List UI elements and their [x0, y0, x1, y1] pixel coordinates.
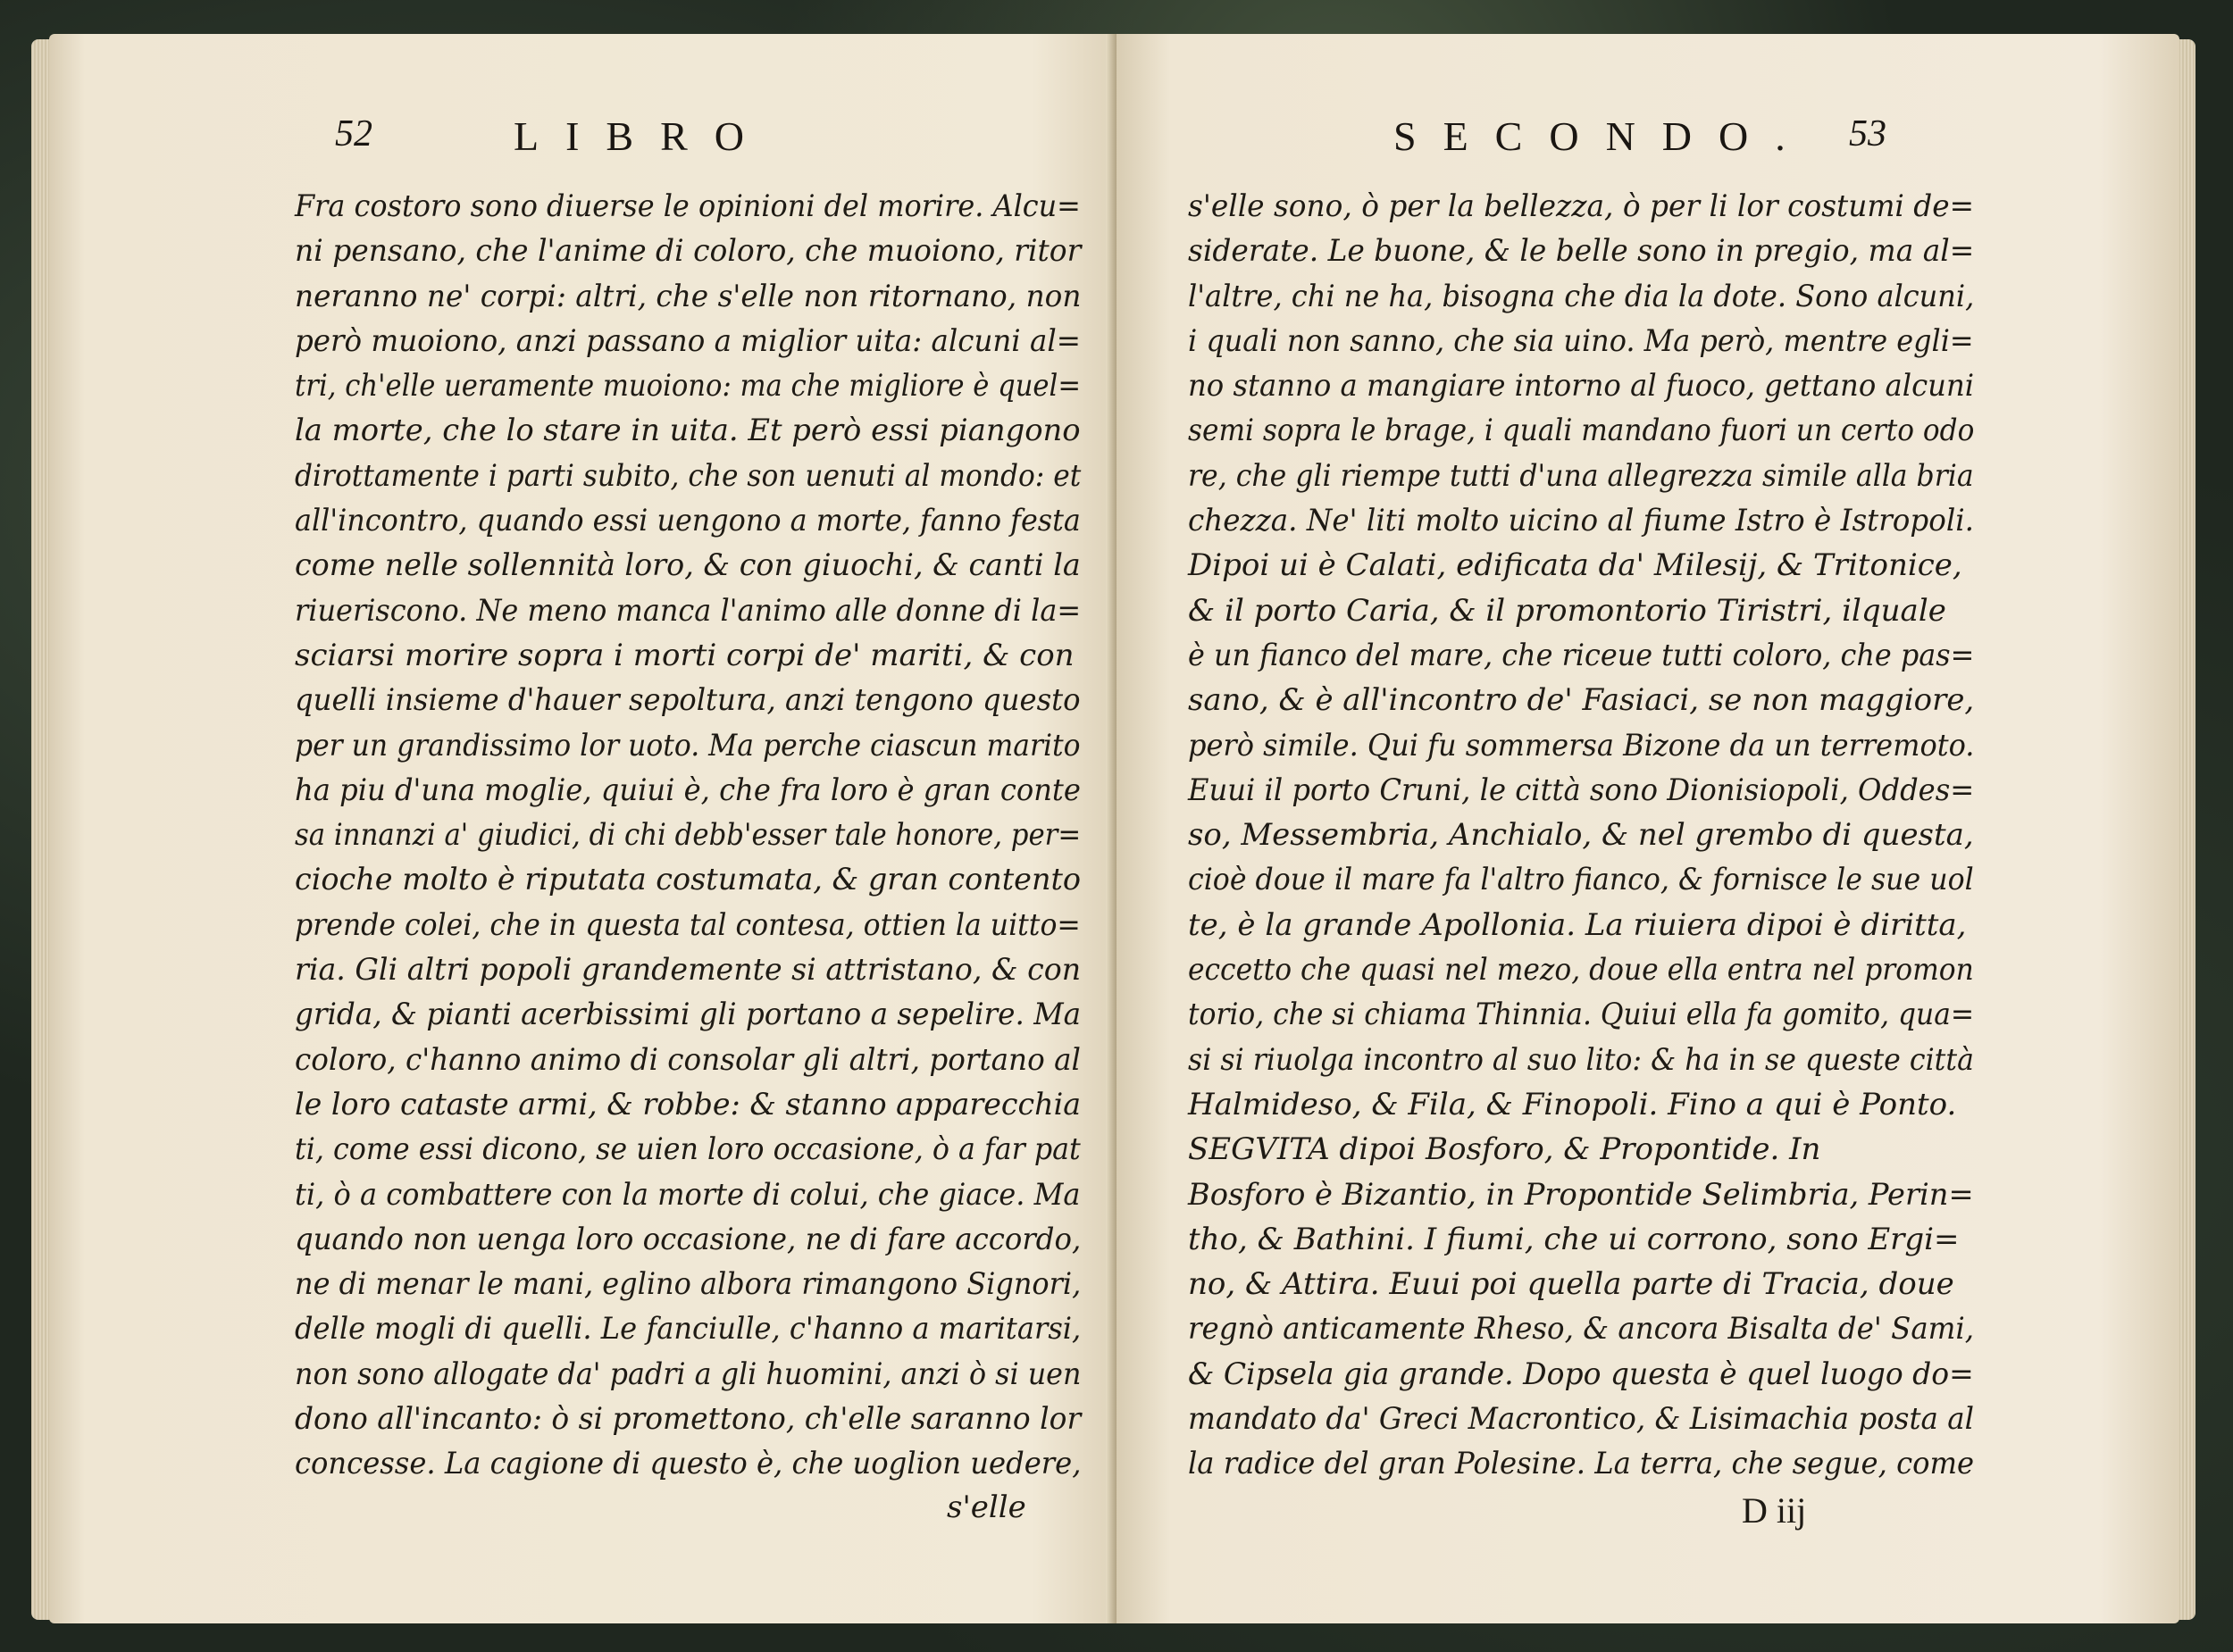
left-text-block — [295, 184, 1121, 1487]
text-line: tri, ch'elle ueramente muoiono: ma che migliore è quel= — [295, 368, 1082, 405]
text-line: s'elle sono, ò per la bellezza, ò per li lor costumi de= — [1188, 188, 1975, 224]
text-line: è un fianco del mare, che riceue tutti coloro, che pas= — [1188, 637, 1975, 673]
text-line: ha piu d'una moglie, quiui è, che fra loro è gran conte — [295, 772, 1081, 808]
text-line: come nelle sollennità loro, & con giuochi, & canti la — [295, 547, 1081, 584]
text-line: re, che gli riempe tutti d'una allegrezza simile alla bria — [1188, 457, 1974, 494]
text-line: per un grandissimo lor uoto. Ma perche ciascun marito — [295, 727, 1081, 763]
catchword: s'elle — [947, 1489, 1026, 1525]
text-line: & il porto Caria, & il promontorio Tiristri, ilquale — [1188, 592, 1946, 629]
text-line: semi sopra le brage, i quali mandano fuori un certo odo — [1188, 413, 1975, 449]
text-line: i quali non sanno, che sia uino. Ma però, mentre egli= — [1188, 322, 1974, 359]
text-line: siderate. Le buone, & le belle sono in pregio, ma al= — [1188, 233, 1975, 270]
text-line: ne di menar le mani, eglino albora rimangono Signori, — [295, 1266, 1082, 1303]
text-line: Bosforo è Bizantio, in Propontide Selimbria, Perin= — [1188, 1176, 1974, 1213]
text-line: regnò anticamente Rheso, & ancora Bisalta de' Sami, — [1188, 1311, 1975, 1347]
text-line: la radice del gran Polesine. La terra, che segue, come — [1188, 1446, 1975, 1482]
text-line: te, è la grande Apollonia. La riuiera dipoi è diritta, — [1188, 906, 1967, 943]
text-line: torio, che si chiama Thinnia. Quiui ella fa gomito, qua= — [1188, 997, 1975, 1033]
text-line: coloro, c'hanno animo di consolar gli altri, portano al — [295, 1041, 1081, 1078]
text-line: dirottamente i parti subito, che son uenuti al mondo: et — [295, 457, 1082, 494]
text-line: Fra costoro sono diuerse le opinioni del morire. Alcu= — [295, 188, 1081, 224]
text-line: cioè doue il mare fa l'altro fianco, & fornisce le sue uol — [1188, 862, 1974, 898]
left-page-number: 52 — [335, 113, 372, 154]
text-line: ni pensano, che l'anime di coloro, che muoiono, ritor — [295, 233, 1082, 270]
text-line: però muoiono, anzi passano a miglior uita: alcuni al= — [295, 322, 1081, 359]
text-line: delle mogli di quelli. Le fanciulle, c'hanno a maritarsi, — [295, 1311, 1082, 1347]
text-line: concesse. La cagione di questo è, che uoglion uedere, — [295, 1446, 1082, 1482]
text-line: all'incontro, quando essi uengono a morte, fanno festa — [295, 503, 1081, 539]
text-line: le loro cataste armi, & robbe: & stanno apparecchia — [295, 1086, 1082, 1122]
text-line: ti, ò a combattere con la morte di colui, che giace. Ma — [295, 1176, 1081, 1213]
text-line: ti, come essi dicono, se uien loro occasione, ò a far pat — [295, 1131, 1081, 1168]
signature-mark: D iij — [1742, 1490, 1807, 1531]
text-line: Dipoi ui è Calati, edificata da' Milesij, & Tritonice, — [1188, 547, 1962, 584]
text-line: tho, & Bathini. I fiumi, che ui corrono, sono Ergi= — [1188, 1221, 1960, 1257]
text-line: mandato da' Greci Macrontico, & Lisimachia posta al — [1188, 1401, 1975, 1438]
text-line: si si riuolga incontro al suo lito: & ha in se queste città — [1188, 1041, 1974, 1078]
text-line: so, Messembria, Anchialo, & nel grembo di questa, — [1188, 817, 1974, 854]
text-line: Halmideso, & Fila, & Finopoli. Fino a qui è Ponto. — [1188, 1086, 1957, 1122]
text-line: quando non uenga loro occasione, ne di fare accordo, — [295, 1221, 1082, 1257]
text-line: & Cipsela gia grande. Dopo questa è quel luogo do= — [1188, 1356, 1974, 1392]
text-line: no, & Attira. Euui poi quella parte di Tracia, doue — [1188, 1266, 1954, 1303]
right-running-head: SECONDO. — [1393, 113, 1812, 159]
text-line: neranno ne' corpi: altri, che s'elle non ritornano, non — [295, 278, 1082, 314]
left-running-head: LIBRO — [514, 113, 771, 159]
text-line: sciarsi morire sopra i morti corpi de' mariti, & con — [295, 637, 1075, 673]
text-line: eccetto che quasi nel mezo, doue ella entra nel promon — [1188, 952, 1974, 989]
right-page-number: 53 — [1849, 113, 1886, 154]
text-line: cioche molto è riputata costumata, & gran contento — [295, 862, 1082, 898]
text-line: dono all'incanto: ò si promettono, ch'elle saranno lor — [295, 1401, 1082, 1438]
text-line: prende colei, che in questa tal contesa, ottien la uitto= — [295, 906, 1081, 943]
right-page — [1116, 34, 2179, 1623]
text-line: non sono allogate da' padri a gli huomini, anzi ò si uen — [295, 1356, 1082, 1392]
text-line: l'altre, chi ne ha, bisogna che dia la dote. Sono alcuni, — [1188, 278, 1975, 314]
text-line: sa innanzi a' giudici, di chi debb'esser tale honore, per= — [295, 817, 1082, 854]
text-line: no stanno a mangiare intorno al fuoco, gettano alcuni — [1188, 368, 1975, 405]
text-line: quelli insieme d'hauer sepoltura, anzi tengono questo — [295, 682, 1081, 719]
text-line: grida, & pianti acerbissimi gli portano a sepelire. Ma — [295, 997, 1082, 1033]
text-line: SEGVITA dipoi Bosforo, & Propontide. In — [1188, 1131, 1821, 1168]
text-line: ria. Gli altri popoli grandemente si attristano, & con — [295, 952, 1082, 989]
text-line: Euui il porto Cruni, le città sono Dionisiopoli, Oddes= — [1188, 772, 1975, 808]
text-line: sano, & è all'incontro de' Fasiaci, se non maggiore, — [1188, 682, 1975, 719]
text-line: la morte, che lo stare in uita. Et però essi piangono — [295, 413, 1081, 449]
right-text-block — [1188, 184, 2045, 1487]
left-page — [49, 34, 1121, 1623]
text-line: riueriscono. Ne meno manca l'animo alle donne di la= — [295, 592, 1082, 629]
text-line: chezza. Ne' liti molto uicino al fiume Istro è Istropoli. — [1188, 503, 1975, 539]
text-line: però simile. Qui fu sommersa Bizone da un terremoto. — [1188, 727, 1975, 763]
